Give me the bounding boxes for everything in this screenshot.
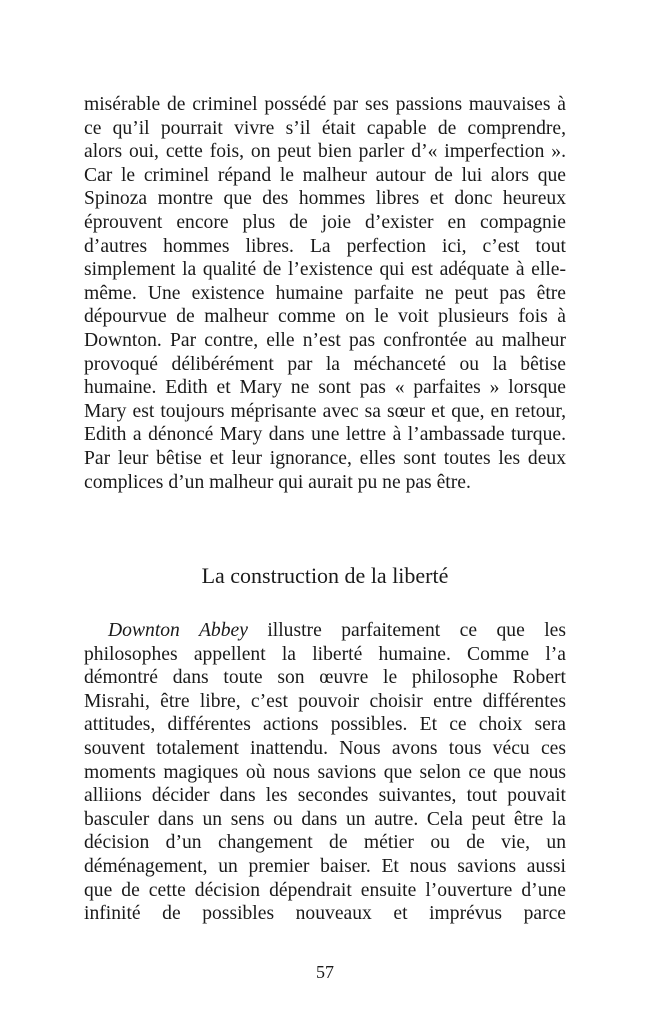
page-number: 57 (316, 962, 334, 982)
work-title: Downton Abbey (108, 620, 248, 641)
text-line: attitudes, différentes actions possibles. Et ce choix sera (84, 714, 566, 736)
text-line: Car le criminel répand le malheur autour de lui alors que (84, 164, 566, 186)
text-line: décision d’un changement de métier ou de vie, un (84, 832, 566, 854)
text-line: démontré dans toute son œuvre le philosophe Robert (84, 667, 566, 689)
text-line: complices d’un malheur qui aurait pu ne pas être. (84, 471, 471, 493)
text-line: même. Une existence humaine parfaite ne peut pas être (84, 282, 566, 304)
text-line: Spinoza montre que des hommes libres et donc heureux (84, 188, 566, 210)
text-line: basculer dans un sens ou dans un autre. Cela peut être la (84, 808, 566, 830)
text-line: Edith a dénoncé Mary dans une lettre à l’ambassade turque. (84, 424, 566, 446)
text-line: d’autres hommes libres. La perfection ici, c’est tout (84, 235, 566, 257)
text-line: ce qu’il pourrait vivre s’il était capable de comprendre, (84, 117, 566, 139)
paragraph-liberty (84, 619, 566, 926)
text-line: infinité de possibles nouveaux et imprévus parce (84, 903, 566, 925)
text-line: Mary est toujours méprisante avec sa sœur et que, en retour, (84, 400, 566, 422)
text-line-first (84, 619, 566, 643)
text-line: déménagement, un premier baiser. Et nous savions aussi (84, 855, 566, 877)
text-line: que de cette décision dépendrait ensuite l’ouverture d’une (84, 879, 566, 901)
section-heading: La construction de la liberté (201, 563, 449, 588)
text-line: simplement la qualité de l’existence qui est adéquate à elle- (84, 259, 566, 281)
text-run: illustre parfaitement ce que les (247, 620, 566, 641)
text-line: Par leur bêtise et leur ignorance, elles sont toutes les deux (84, 447, 566, 469)
text-line: Misrahi, être libre, c’est pouvoir choisir entre différentes (84, 690, 566, 712)
paragraph-continued (84, 93, 566, 494)
text-line: alliions décider dans les secondes suivantes, tout pouvait (84, 785, 566, 807)
text-line: moments magiques où nous savions que selon ce que nous (84, 761, 566, 783)
text-line: éprouvent encore plus de joie d’exister en compagnie (84, 211, 566, 233)
text-line: alors oui, cette fois, on peut bien parler d’« imperfection ». (84, 141, 566, 163)
text-line: provoqué délibérément par la méchanceté ou la bêtise (84, 353, 566, 375)
text-line: Downton. Par contre, elle n’est pas confrontée au malheur (84, 329, 566, 351)
text-line: dépourvue de malheur comme on le voit plusieurs fois à (84, 306, 566, 328)
text-line: humaine. Edith et Mary ne sont pas « parfaites » lorsque (84, 377, 566, 399)
text-line: misérable de criminel possédé par ses passions mauvaises à (84, 94, 566, 115)
text-line: philosophes appellent la liberté humaine. Comme l’a (84, 643, 566, 665)
text-line: souvent totalement inattendu. Nous avons tous vécu ces (84, 737, 566, 759)
